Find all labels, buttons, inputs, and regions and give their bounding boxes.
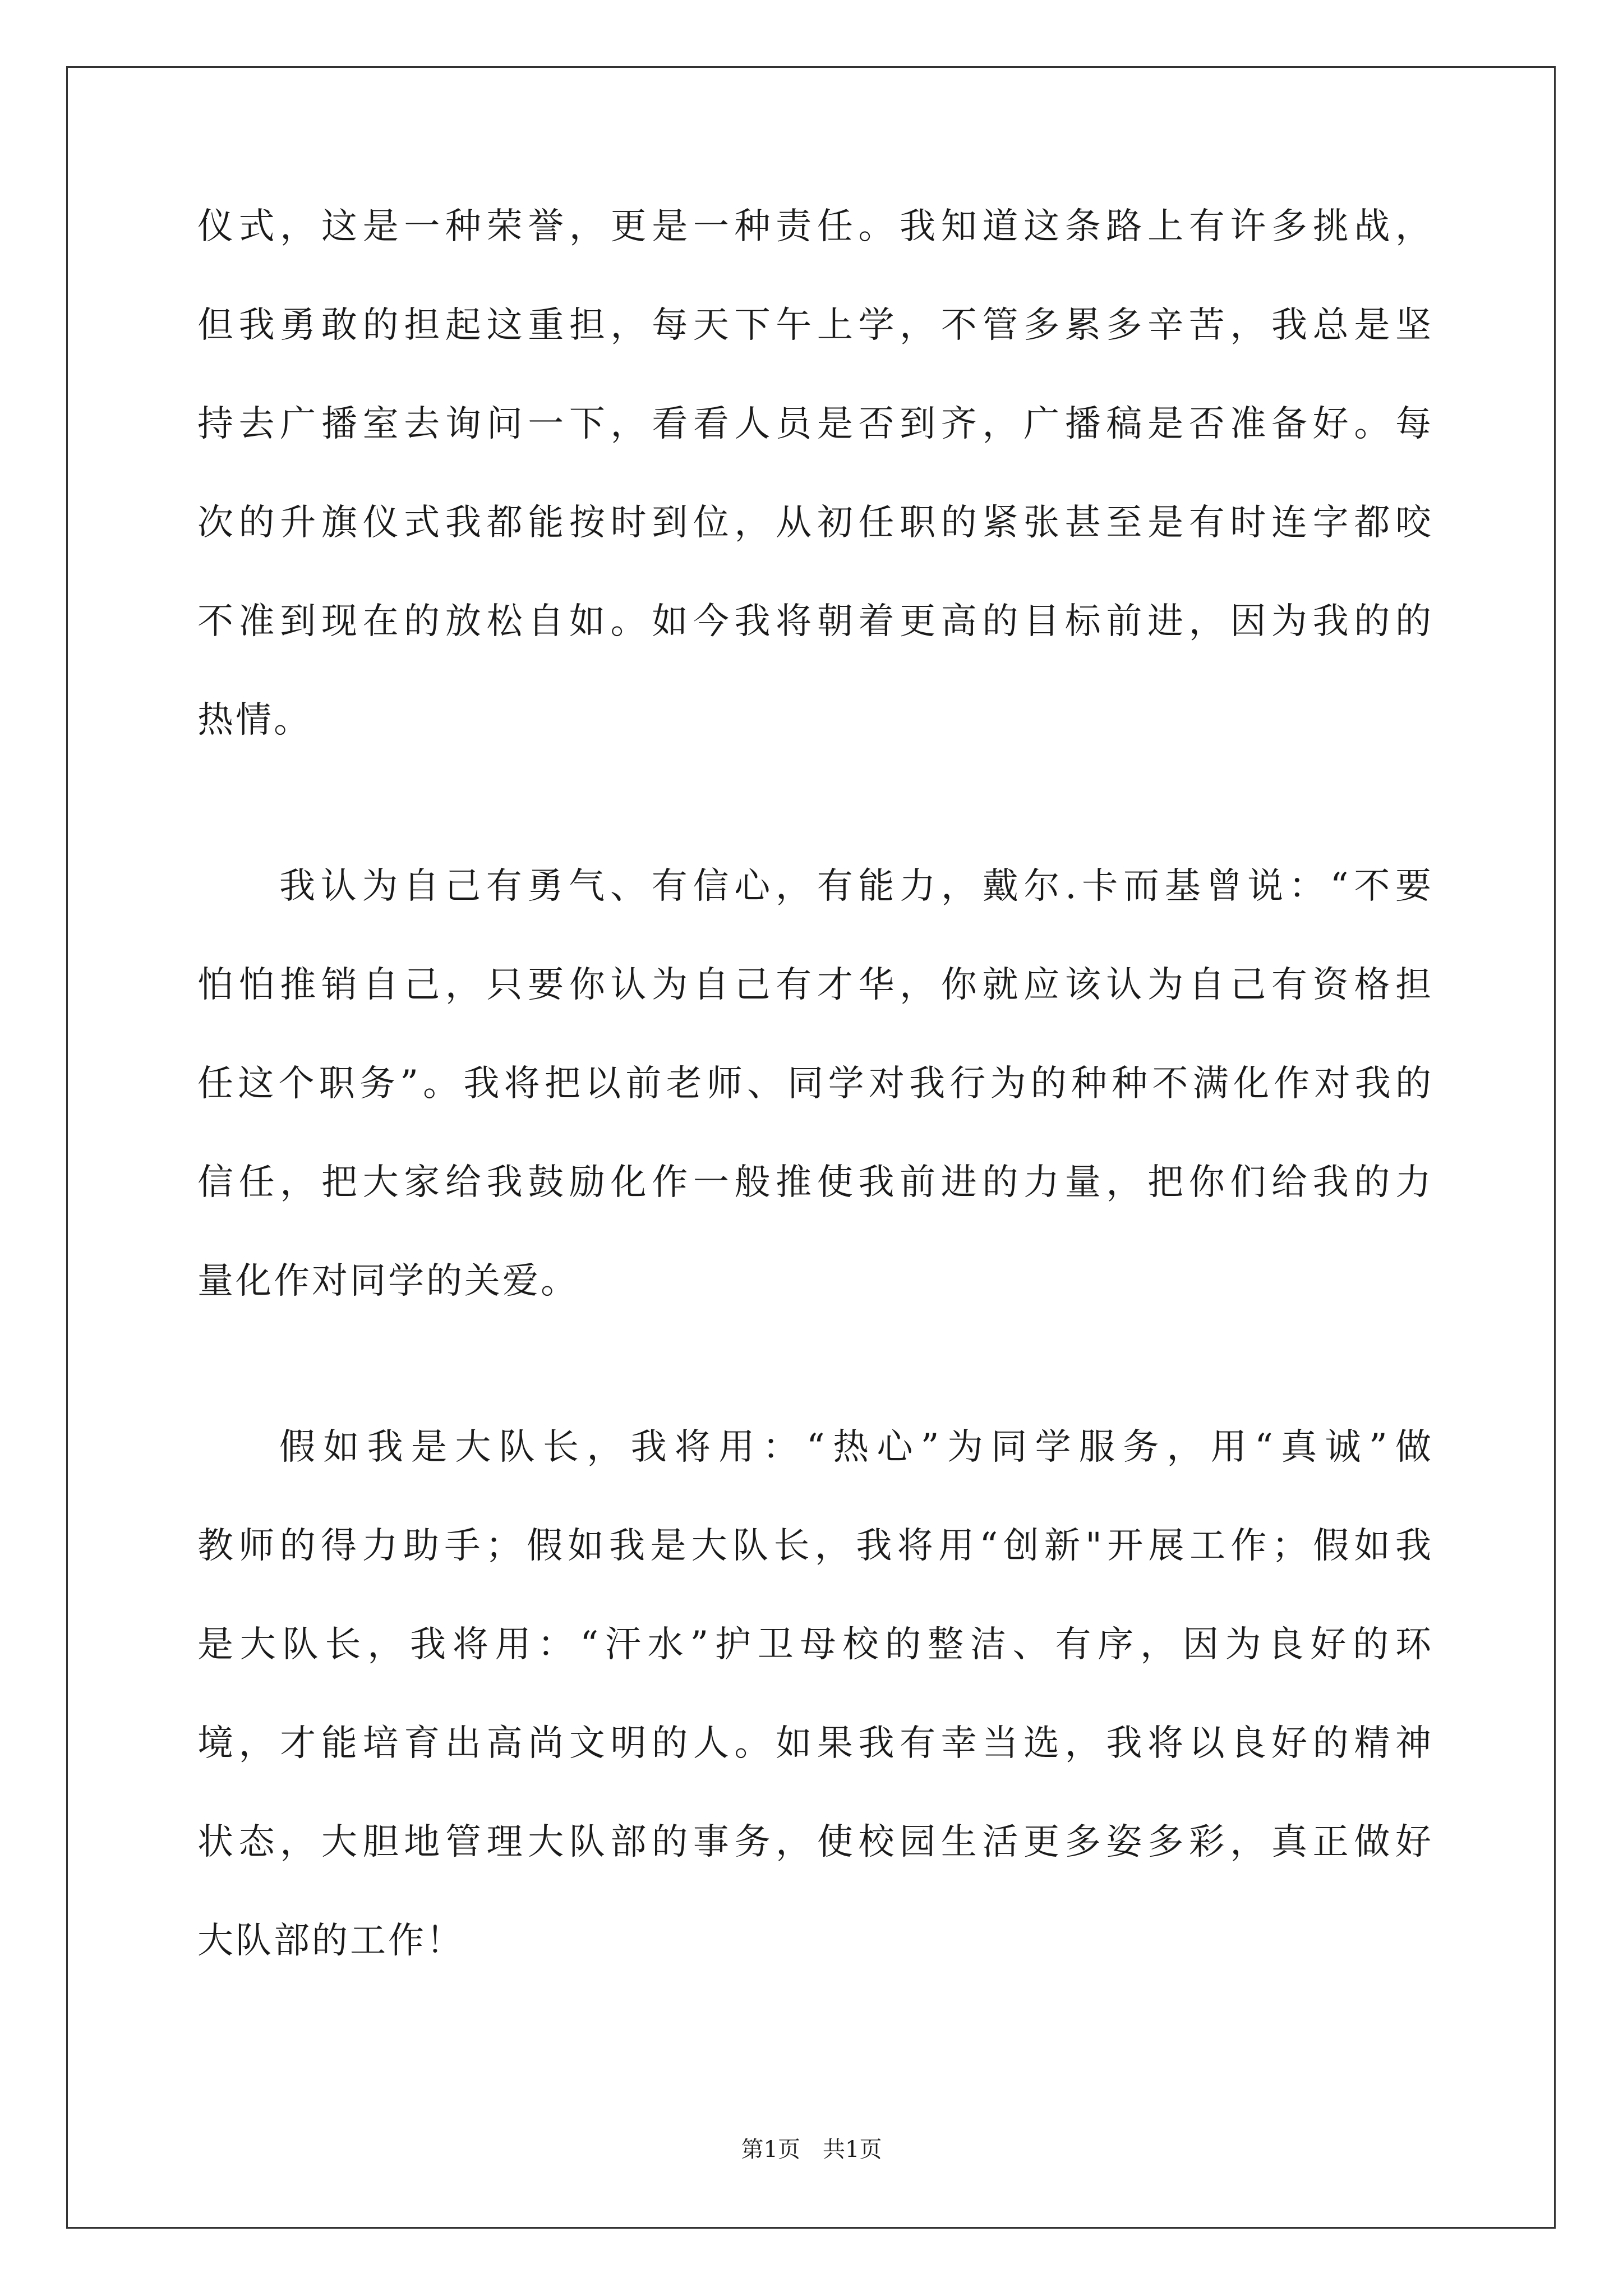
- paragraph-2-line-5: 量化作对同学的关爱。: [197, 1260, 579, 1302]
- paragraph-3-line-5: 状态，大胆地管理大队部的事务，使校园生活更多姿多彩，真正做好: [197, 1821, 1433, 1863]
- paragraph-3-line-1: 假如我是大队长，我将用：“热心”为同学服务，用“真诚”做: [279, 1427, 1433, 1468]
- paragraph-2-line-4: 信任，把大家给我鼓励化作一般推使我前进的力量，把你们给我的力: [197, 1162, 1433, 1203]
- paragraph-1-line-6: 热情。: [197, 700, 312, 741]
- page-border: [66, 66, 1556, 2229]
- paragraph-1-line-5: 不准到现在的放松自如。如今我将朝着更高的目标前进，因为我的的: [197, 601, 1433, 642]
- paragraph-2-line-3: 任这个职务”。我将把以前老师、同学对我行为的种种不满化作对我的: [197, 1063, 1433, 1105]
- paragraph-1-line-3: 持去广播室去询问一下，看看人员是否到齐，广播稿是否准备好。每: [197, 403, 1433, 445]
- paragraph-1-line-2: 但我勇敢的担起这重担，每天下午上学，不管多累多辛苦，我总是坚: [197, 305, 1433, 346]
- paragraph-2-line-2: 怕怕推销自己，只要你认为自己有才华，你就应该认为自己有资格担: [197, 964, 1433, 1006]
- paragraph-2-line-1: 我认为自己有勇气、有信心，有能力，戴尔.卡而基曾说：“不要: [279, 866, 1433, 907]
- paragraph-3-line-2: 教师的得力助手；假如我是大队长，我将用“创新"开展工作；假如我: [197, 1525, 1433, 1567]
- paragraph-3-line-3: 是大队长，我将用：“汗水”护卫母校的整洁、有序，因为良好的环: [197, 1624, 1433, 1665]
- paragraph-1-line-1: 仪式，这是一种荣誉，更是一种责任。我知道这条路上有许多挑战，: [197, 206, 1433, 247]
- paragraph-1-line-4: 次的升旗仪式我都能按时到位，从初任职的紧张甚至是有时连字都咬: [197, 502, 1433, 544]
- page-number-footer: 第1页 共1页: [741, 2137, 882, 2162]
- paragraph-3-line-6: 大队部的工作！: [197, 1920, 464, 1962]
- paragraph-3-line-4: 境，才能培育出高尚文明的人。如果我有幸当选，我将以良好的精神: [197, 1723, 1433, 1764]
